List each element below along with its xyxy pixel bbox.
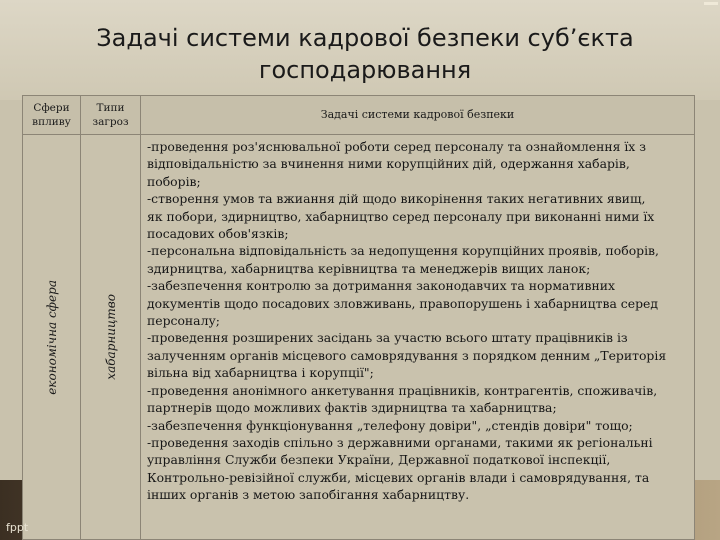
task-line: -створення умов та вжиання дій щодо викорінення таких негативних явищ,	[147, 191, 646, 207]
task-line: Контрольно-ревізійної служби, місцевих органів влади і самоврядування, та	[147, 469, 650, 485]
threat-value: хабарництво	[103, 294, 118, 380]
task-line: документів щодо посадових зловживань, правопорушень і хабарництва серед	[147, 295, 658, 311]
task-line: персоналу;	[147, 313, 220, 329]
task-line: -забезпечення функціонування „телефону довіри", „стендів довіри" тощо;	[147, 417, 633, 433]
task-line: поборів;	[147, 173, 201, 189]
task-line: вільна від хабарництва і корупції";	[147, 365, 374, 381]
task-line: відповідальністю за вчинення ними корупційних дій, одержання хабарів,	[147, 156, 630, 172]
task-line: -проведення заходів спільно з державними органами, такими як регіональні	[147, 434, 653, 450]
header-sphere-label: Сфери впливу	[32, 102, 71, 128]
table-header-row	[23, 96, 695, 135]
sphere-value: економічна сфера	[44, 279, 59, 395]
task-lines	[147, 138, 690, 504]
task-line: залученням органів місцевого самоврядування з порядком денним „Територія	[147, 347, 667, 363]
task-line: -забезпечення контролю за дотримання законодавчих та нормативних	[147, 278, 615, 294]
slide-title-line-2: господарювання	[258, 56, 472, 84]
header-threats-label: Типи загроз	[92, 102, 129, 128]
task-line: -проведення розширених засідань за участю всього штату працівників із	[147, 330, 628, 346]
security-tasks-table	[22, 95, 695, 540]
task-line: -проведення роз'яснювальної роботи серед персоналу та ознайомлення їх з	[147, 139, 646, 154]
slide-title-line-1: Задачі системи кадрової безпеки суб’єкта	[96, 24, 634, 52]
task-line: здирництва, хабарництва керівництва та менеджерів вищих ланок;	[147, 260, 591, 276]
task-line: посадових обов'язків;	[147, 226, 289, 242]
threat-cell	[81, 135, 141, 540]
tasks-cell	[141, 135, 695, 540]
corner-decoration	[704, 2, 718, 5]
task-line: інших органів з метою запобігання хабарництву.	[147, 487, 470, 503]
header-tasks	[141, 96, 695, 135]
header-threats	[81, 96, 141, 135]
task-line: як побори, здирництво, хабарництво серед персоналу при виконанні ними їх	[147, 208, 655, 224]
footer-logo-text: fppt	[6, 521, 29, 534]
task-line: -персональна відповідальність за недопущення корупційних проявів, поборів,	[147, 243, 659, 259]
sphere-cell	[23, 135, 81, 540]
task-line: -проведення анонімного анкетування працівників, контрагентів, споживачів,	[147, 382, 658, 398]
slide-title	[60, 22, 670, 86]
header-sphere	[23, 96, 81, 135]
task-line: партнерів щодо можливих фактів здирництва та хабарництва;	[147, 400, 557, 416]
table-row	[23, 135, 695, 540]
header-tasks-label: Задачі системи кадрової безпеки	[320, 108, 515, 121]
task-line: управління Служби безпеки України, Державної податкової інспекції,	[147, 452, 611, 468]
